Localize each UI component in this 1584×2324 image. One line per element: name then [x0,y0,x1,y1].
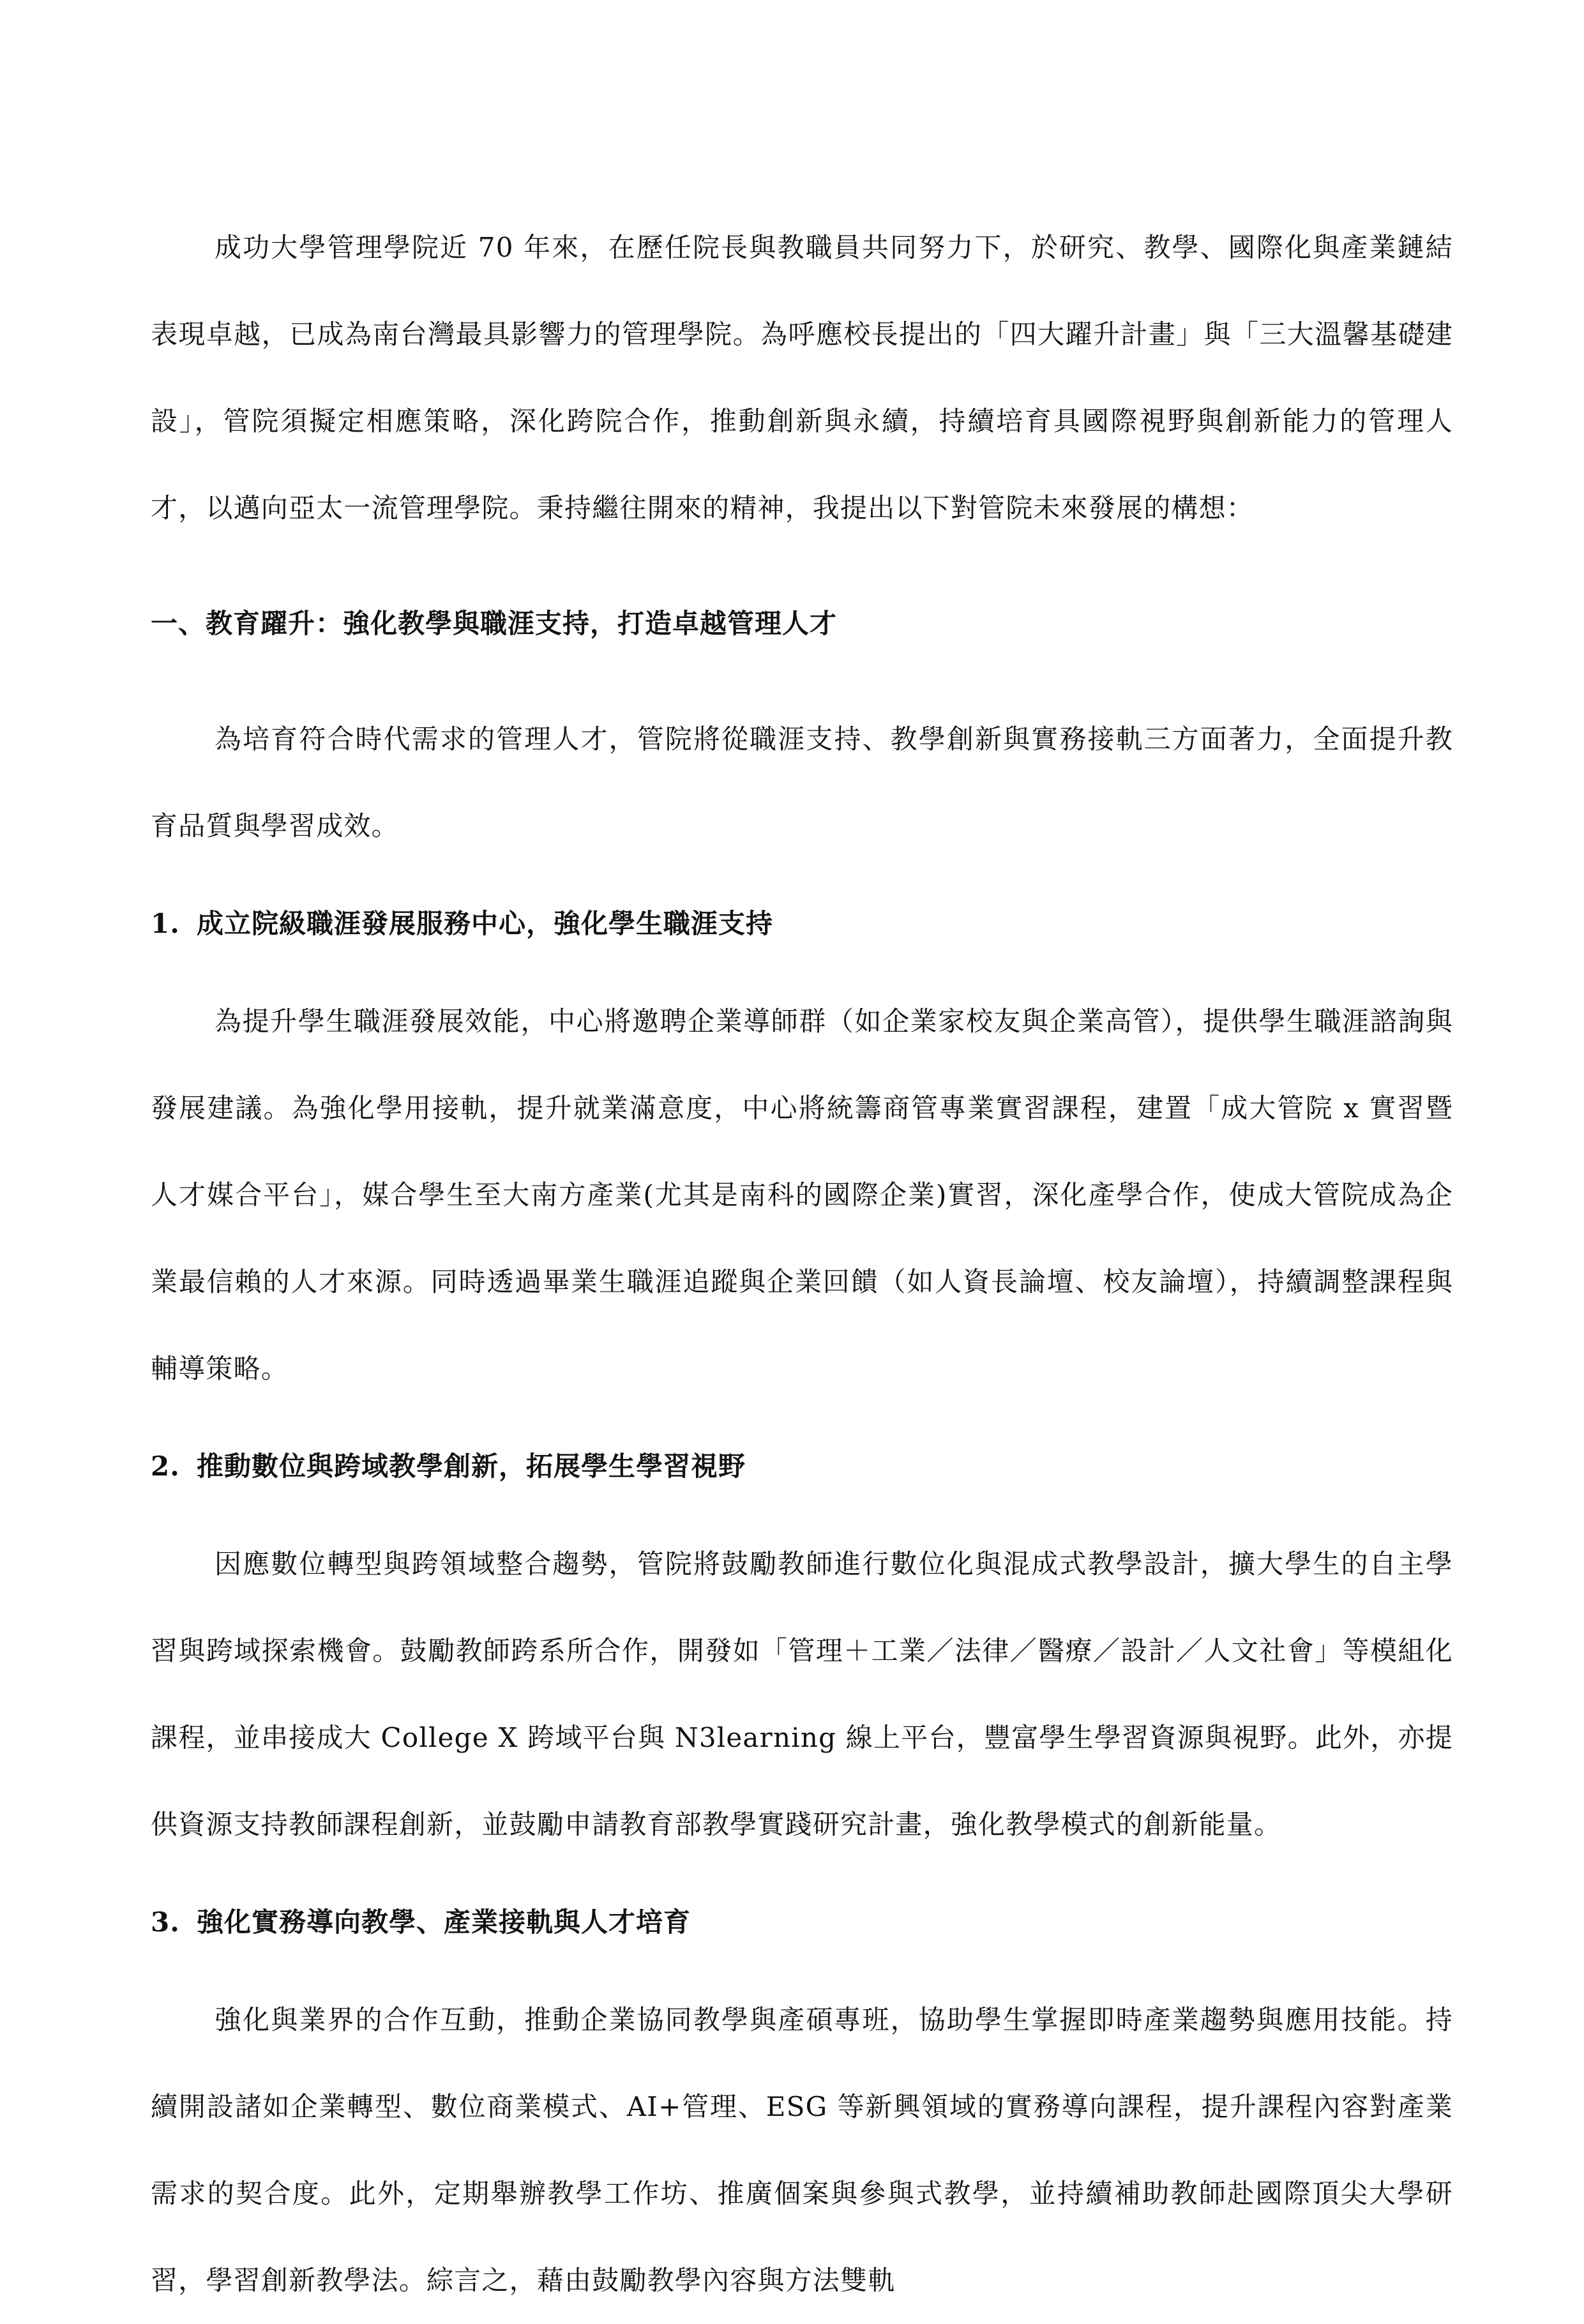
subsection-body-3: 強化與業界的合作互動，推動企業協同教學與產碩專班，協助學生掌握即時產業趨勢與應用技能。持續開設諸如企業轉型、數位商業模式、AI+管理、ESG 等新興領域的實務導向課程，提升課程內容對產業需求的契合度。此外，定期舉辦教學工作坊、推廣個案與參與式教學，並持續補助教師赴國際頂尖大學研習，學習創新教學法。綜言之，藉由鼓勵教學內容與方法雙軌 [151,2004,1453,2296]
subsection-heading-1 [151,895,1453,953]
subsection-body-2: 因應數位轉型與跨領域整合趨勢，管院將鼓勵教師進行數位化與混成式教學設計，擴大學生的自主學習與跨域探索機會。鼓勵教師跨系所合作，開發如「管理＋工業／法律／醫療／設計／人文社會」等模組化課程，並串接成大 College X 跨域平台與 N3learning 線上平台，豐富學生學習資源與視野。此外，亦提供資源支持教師課程創新，並鼓勵申請教育部教學實踐研究計畫，強化教學模式的創新能量。 [151,1548,1453,1840]
subsection-title: 成立院級職涯發展服務中心，強化學生職涯支持 [197,908,774,939]
document-page [151,204,1453,2324]
subsection-heading-2 [151,1438,1453,1495]
subsection-title: 推動數位與跨域教學創新，拓展學生學習視野 [197,1451,746,1482]
section-intro-paragraph: 為培育符合時代需求的管理人才，管院將從職涯支持、教學創新與實務接軌三方面著力，全面提升教育品質與學習成效。 [151,723,1453,841]
subsection-number: 2. [151,1451,180,1482]
subsection-title: 強化實務導向教學、產業接軌與人才培育 [197,1906,691,1938]
section-heading: 一、教育躍升：強化教學與職涯支持，打造卓越管理人才 [151,608,838,639]
intro-paragraph: 成功大學管理學院近 70 年來，在歷任院長與教職員共同努力下，於研究、教學、國際化與產業鏈結表現卓越，已成為南台灣最具影響力的管理學院。為呼應校長提出的「四大躍升計畫」與「三大溫馨基礎建設」，管院須擬定相應策略，深化跨院合作，推動創新與永續，持續培育具國際視野與創新能力的管理人才，以邁向亞太一流管理學院。秉持繼往開來的精神，我提出以下對管院未來發展的構想： [151,232,1453,524]
subsection-heading-3 [151,1894,1453,1951]
subsection-body-1: 為提升學生職涯發展效能，中心將邀聘企業導師群（如企業家校友與企業高管），提供學生職涯諮詢與發展建議。為強化學用接軌，提升就業滿意度，中心將統籌商管專業實習課程，建置「成大管院 x 實習暨人才媒合平台」，媒合學生至大南方產業(尤其是南科的國際企業)實習，深化產學合作，使成大管院成為企業最信賴的人才來源。同時透過畢業生職涯追蹤與企業回饋（如人資長論壇、校友論壇），持續調整課程與輔導策略。 [151,1006,1453,1384]
subsection-number: 1. [151,908,180,939]
subsection-number: 3. [151,1906,180,1938]
